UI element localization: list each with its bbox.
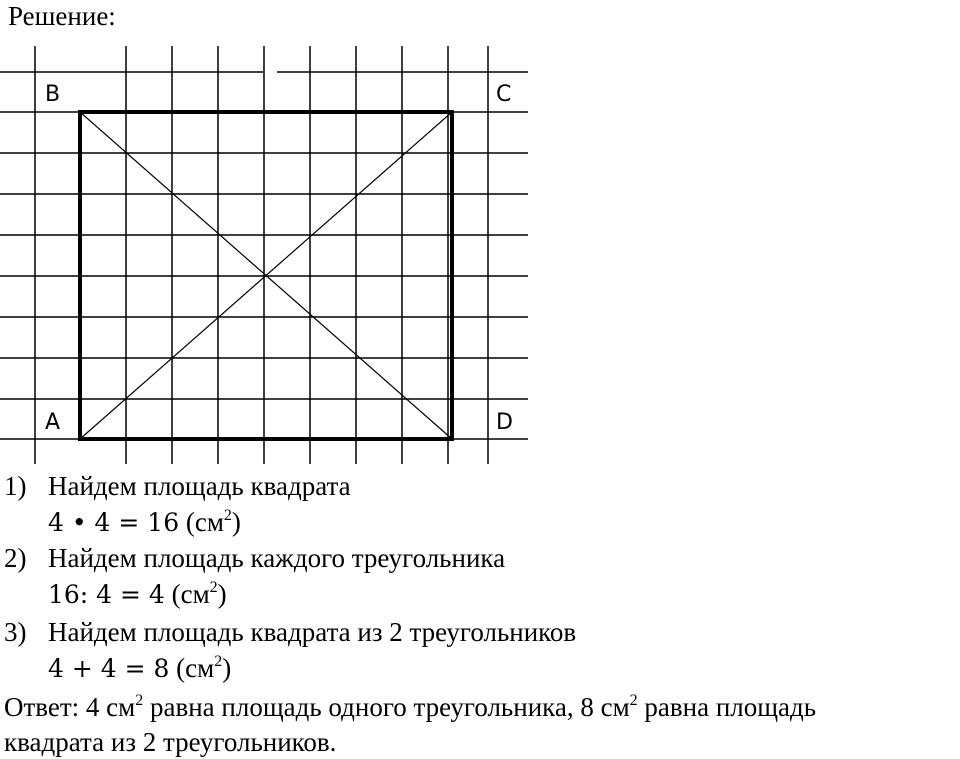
calc-expression: 16: 4 = 4: [48, 580, 165, 609]
calc-expression: 4 + 4 = 8: [48, 654, 170, 683]
vertex-label-d: D: [496, 410, 513, 435]
step-number: 3): [4, 617, 27, 647]
step-text: Найдем площадь квадрата: [48, 471, 351, 501]
step-text: Найдем площадь каждого треугольника: [48, 543, 506, 573]
step-number: 1): [4, 471, 27, 501]
vertex-label-a: A: [45, 410, 61, 435]
step-number: 2): [4, 543, 27, 573]
grid-figure: [0, 0, 540, 470]
calc-unit: $(см^2)$: [171, 579, 227, 609]
calc-unit: $(см^2)$: [176, 653, 232, 683]
answer-line-1: Ответ: 4 $см^2$ равна площадь одного треугольника, 8 $см^2$ равна площадь: [4, 692, 817, 722]
answer-line-2: квадрата из 2 треугольников.: [4, 727, 337, 757]
calc-expression: 4 • 4 = 16: [48, 508, 180, 537]
calc-unit: $(см^2)$: [185, 507, 241, 537]
vertex-label-b: B: [45, 82, 61, 107]
step-text: Найдем площадь квадрата из 2 треугольников: [48, 617, 577, 647]
solution-heading: Решение:: [8, 1, 116, 31]
vertex-label-c: C: [496, 82, 512, 107]
